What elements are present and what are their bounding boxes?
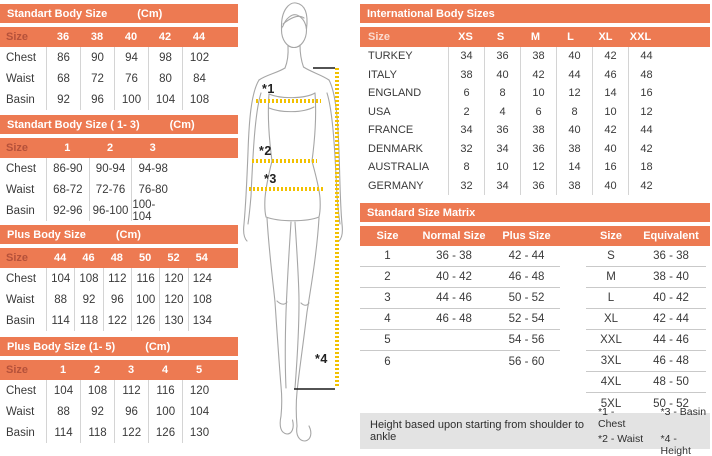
- cell: 40: [556, 47, 592, 66]
- cell: 50 - 52: [653, 397, 689, 410]
- table-row: [0, 380, 238, 401]
- table-row: [360, 177, 710, 196]
- cell: 46: [82, 252, 95, 264]
- cell: 54 - 56: [508, 334, 545, 346]
- cell: 14: [592, 84, 628, 103]
- cell: 36: [520, 140, 556, 159]
- row-values: [46, 47, 216, 68]
- cell: 90-94: [89, 158, 132, 179]
- cell: 42: [628, 140, 664, 159]
- cell: 92: [46, 89, 80, 110]
- cell: 32: [448, 177, 484, 196]
- cell: 54: [195, 252, 208, 264]
- cell: 5XL: [600, 397, 622, 410]
- cell: 34: [448, 47, 484, 66]
- cell: 46: [592, 66, 628, 85]
- matrix-left-subtable: [360, 246, 560, 372]
- cell: 46 - 48: [653, 355, 689, 367]
- plus-body-size-1-5-table: [0, 337, 238, 443]
- cell: L: [607, 292, 615, 304]
- table-row: [0, 89, 238, 110]
- table-row: [586, 246, 706, 267]
- left-tables-column: [0, 0, 238, 456]
- cell: 112: [114, 380, 148, 401]
- cell: 84: [182, 68, 216, 89]
- row-label: Waist: [6, 293, 35, 306]
- table-title-bar: [0, 115, 238, 134]
- legend-item: *3 - Basin: [660, 405, 707, 418]
- table-title-bar: [360, 203, 710, 222]
- unit-label: (Cm): [169, 118, 195, 131]
- cell: M: [530, 31, 541, 43]
- cell: 100: [131, 289, 159, 310]
- cell: 44 - 46: [436, 292, 472, 304]
- cell: 126: [131, 310, 159, 331]
- cell: 36 - 38: [436, 250, 472, 262]
- cell: 100: [114, 89, 148, 110]
- row-values: [448, 177, 664, 196]
- cell: 116: [148, 380, 182, 401]
- table-row: [0, 289, 238, 310]
- cell: 108: [188, 289, 216, 310]
- cell: 44: [192, 31, 206, 43]
- cell: 96: [114, 401, 148, 422]
- cell: 42: [158, 31, 172, 43]
- cell: 44: [628, 121, 664, 140]
- cell: 4: [484, 103, 520, 122]
- cell: 48 - 50: [653, 376, 689, 388]
- cell: Plus Size: [502, 230, 551, 242]
- figure-sketch-svg: [239, 0, 359, 456]
- cell: 88: [46, 289, 74, 310]
- cell: 44: [628, 47, 664, 66]
- cell: 68-72: [46, 179, 89, 200]
- cell: 104: [46, 380, 80, 401]
- cell: 8: [556, 103, 592, 122]
- row-label: Basin: [6, 426, 35, 439]
- cell: 44: [556, 66, 592, 85]
- table-row: [360, 121, 710, 140]
- cell: 52: [167, 252, 180, 264]
- table-title: International Body Sizes: [367, 7, 495, 20]
- cell: 18: [628, 158, 664, 177]
- unit-label: (Cm): [145, 340, 171, 353]
- country-label: ENGLAND: [368, 87, 422, 100]
- cell: 3: [149, 142, 156, 154]
- cell: 6: [384, 355, 391, 368]
- cell: [415, 351, 493, 372]
- table-header-row: [0, 138, 238, 158]
- table-row: [0, 310, 238, 331]
- table-header-row: [360, 226, 710, 246]
- cell: 42: [628, 177, 664, 196]
- cell: 38 - 40: [653, 271, 689, 283]
- size-header-values: [46, 360, 216, 380]
- cell: 10: [520, 84, 556, 103]
- row-values: [46, 179, 174, 200]
- table-row: [360, 267, 560, 288]
- cell: 108: [182, 89, 216, 110]
- legend-item: *2 - Waist: [598, 432, 644, 445]
- cell: 50: [139, 252, 152, 264]
- cell: 120: [159, 268, 187, 289]
- cell: 90: [80, 47, 114, 68]
- cell: 104: [182, 401, 216, 422]
- cell: 14: [556, 158, 592, 177]
- matrix-right-subtable: [586, 246, 706, 414]
- table-header-row: [360, 27, 710, 47]
- cell: 124: [188, 268, 216, 289]
- row-values: [46, 289, 216, 310]
- measurement-legend: [598, 406, 710, 456]
- cell: 46 - 48: [508, 271, 545, 283]
- cell: 16: [628, 84, 664, 103]
- size-column-label: Size: [6, 142, 29, 154]
- footer-note-bar: [360, 405, 710, 456]
- table-row: [360, 140, 710, 159]
- size-column-label: Size: [368, 31, 391, 43]
- cell: S: [607, 250, 615, 262]
- cell: 40 - 42: [653, 292, 689, 304]
- table-title: Standard Size Matrix: [367, 206, 476, 219]
- table-title-bar: [360, 4, 710, 23]
- cell: 36 - 38: [653, 250, 689, 262]
- unit-label: (Cm): [137, 7, 163, 20]
- waist-marker-label: *2: [259, 144, 272, 158]
- cell: 96: [103, 289, 131, 310]
- cell: 114: [46, 310, 74, 331]
- cell: 98: [148, 47, 182, 68]
- country-label: GERMANY: [368, 179, 424, 192]
- table-row: [0, 68, 238, 89]
- country-label: TURKEY: [368, 50, 413, 63]
- cell: 100: [148, 401, 182, 422]
- cell: 76: [114, 68, 148, 89]
- cell: 40: [592, 140, 628, 159]
- cell: 2: [106, 142, 114, 154]
- row-label: Waist: [6, 405, 35, 418]
- cell: 92: [74, 289, 102, 310]
- cell: 88: [46, 401, 80, 422]
- cell: 42: [592, 47, 628, 66]
- measurement-figure: [238, 0, 360, 456]
- table-row: [0, 401, 238, 422]
- cell: 32: [448, 140, 484, 159]
- row-label: Waist: [6, 183, 35, 196]
- table-row: [0, 179, 238, 200]
- table-header-row: [0, 27, 238, 47]
- table-row: [360, 47, 710, 66]
- cell: 12: [520, 158, 556, 177]
- cell: 3: [127, 364, 135, 376]
- row-label: Chest: [6, 384, 37, 397]
- cell: 126: [148, 422, 182, 443]
- cell: 10: [592, 103, 628, 122]
- plus-body-size-table: [0, 225, 238, 331]
- table-row: [360, 103, 710, 122]
- cell: 108: [80, 380, 114, 401]
- cell: 122: [114, 422, 148, 443]
- table-row: [0, 47, 238, 68]
- cell: 92-96: [46, 200, 89, 221]
- row-values: [448, 121, 664, 140]
- cell: 68: [46, 68, 80, 89]
- row-values: [448, 103, 664, 122]
- row-values: [46, 200, 174, 221]
- cell: 52 - 54: [508, 313, 545, 325]
- cell: L: [567, 31, 574, 43]
- cell: 120: [182, 380, 216, 401]
- table-title-bar: [0, 4, 238, 23]
- table-row: [360, 84, 710, 103]
- cell: Equivalent: [643, 230, 699, 242]
- table-row: [586, 267, 706, 288]
- cell: 94: [114, 47, 148, 68]
- cell: 40: [556, 121, 592, 140]
- cell: 94-98: [131, 158, 174, 179]
- cell: 2: [448, 103, 484, 122]
- cell: 48: [110, 252, 123, 264]
- cell: 10: [484, 158, 520, 177]
- cell: 12: [628, 103, 664, 122]
- table-title-bar: [0, 337, 238, 356]
- cell: 48: [628, 66, 664, 85]
- cell: 38: [90, 31, 104, 43]
- row-label: Basin: [6, 204, 35, 217]
- cell: 40: [592, 177, 628, 196]
- intl-size-columns: [448, 27, 658, 47]
- table-row: [586, 330, 706, 351]
- row-label: Waist: [6, 72, 35, 85]
- table-title: Standart Body Size ( 1- 3): [7, 118, 140, 131]
- cell: 42 - 44: [653, 313, 689, 325]
- row-values: [46, 422, 216, 443]
- cell: 2: [384, 271, 391, 283]
- cell: 36: [56, 31, 70, 43]
- cell: 42: [592, 121, 628, 140]
- cell: 104: [46, 268, 74, 289]
- cell: 92: [80, 401, 114, 422]
- matrix-right-headers: [586, 226, 706, 246]
- table-row: [0, 200, 238, 221]
- cell: Size: [599, 230, 622, 242]
- legend-item: *1 - Chest: [598, 405, 626, 430]
- cell: 4: [384, 313, 391, 325]
- cell: 108: [74, 268, 102, 289]
- cell: XXL: [629, 31, 652, 43]
- cell: S: [496, 31, 505, 43]
- cell: 42: [520, 66, 556, 85]
- row-values: [448, 84, 664, 103]
- country-label: DENMARK: [368, 142, 424, 155]
- cell: 40: [484, 66, 520, 85]
- basin-marker-label: *3: [264, 172, 277, 186]
- cell: 38: [520, 121, 556, 140]
- cell: 36: [520, 177, 556, 196]
- standart-body-size-table: [0, 4, 238, 110]
- table-row: [0, 268, 238, 289]
- size-header-values: [46, 248, 216, 268]
- cell: 44: [54, 252, 67, 264]
- row-values: [448, 140, 664, 159]
- cell: 46 - 48: [436, 313, 472, 325]
- row-values: [46, 401, 216, 422]
- cell: 36: [484, 47, 520, 66]
- cell: 120: [159, 289, 187, 310]
- cell: 1: [59, 364, 67, 376]
- cell: 6: [448, 84, 484, 103]
- row-values: [46, 89, 216, 110]
- table-title: Plus Body Size: [7, 228, 86, 241]
- cell: XL: [598, 31, 613, 43]
- cell: 36: [484, 121, 520, 140]
- cell: M: [606, 271, 616, 283]
- country-label: ITALY: [368, 68, 397, 81]
- standard-size-matrix-table: [360, 203, 710, 415]
- cell: 4: [161, 364, 169, 376]
- size-header-values: [46, 138, 174, 158]
- cell: 96-100: [89, 200, 132, 221]
- table-title-bar: [0, 225, 238, 244]
- cell: 34: [448, 121, 484, 140]
- height-marker-label: *4: [315, 352, 328, 366]
- cell: 4XL: [600, 376, 622, 388]
- table-row: [360, 351, 560, 372]
- table-row: [360, 330, 560, 351]
- cell: 130: [182, 422, 216, 443]
- legend-item: *4 - Height: [660, 432, 691, 456]
- cell: 100-104: [131, 200, 174, 221]
- right-tables-column: [360, 0, 710, 456]
- row-values: [448, 47, 664, 66]
- cell: Size: [376, 230, 399, 242]
- cell: 38: [556, 177, 592, 196]
- cell: 1: [384, 250, 391, 262]
- cell: 72: [80, 68, 114, 89]
- cell: 16: [592, 158, 628, 177]
- cell: 134: [188, 310, 216, 331]
- cell: XS: [458, 31, 473, 43]
- table-row: [360, 66, 710, 85]
- row-values: [46, 310, 216, 331]
- table-title: Standart Body Size: [7, 7, 108, 20]
- chest-marker-label: *1: [262, 82, 275, 96]
- cell: 50 - 52: [508, 292, 545, 304]
- size-header-values: [46, 27, 216, 47]
- cell: 80: [148, 68, 182, 89]
- cell: 8: [484, 84, 520, 103]
- cell: 118: [80, 422, 114, 443]
- row-values: [46, 380, 216, 401]
- cell: 12: [556, 84, 592, 103]
- cell: 34: [484, 140, 520, 159]
- cell: 102: [182, 47, 216, 68]
- table-row: [586, 351, 706, 372]
- cell: XL: [603, 313, 619, 325]
- table-row: [0, 422, 238, 443]
- row-label: Basin: [6, 93, 35, 106]
- cell: 3XL: [600, 355, 622, 367]
- cell: 86-90: [46, 158, 89, 179]
- cell: 56 - 60: [508, 355, 545, 368]
- row-values: [448, 158, 664, 177]
- cell: 112: [103, 268, 131, 289]
- cell: 44 - 46: [653, 334, 689, 346]
- cell: 96: [80, 89, 114, 110]
- cell: 38: [520, 47, 556, 66]
- matrix-left-headers: [360, 226, 560, 246]
- cell: 38: [556, 140, 592, 159]
- table-row: [586, 288, 706, 309]
- row-label: Chest: [6, 162, 37, 175]
- cell: XXL: [600, 334, 622, 346]
- table-row: [0, 158, 238, 179]
- size-column-label: Size: [6, 31, 29, 43]
- cell: 42 - 44: [508, 250, 545, 262]
- row-values: [46, 268, 216, 289]
- table-row: [360, 246, 560, 267]
- cell: 76-80: [131, 179, 174, 200]
- table-row: [586, 309, 706, 330]
- international-body-sizes-table: [360, 4, 710, 195]
- row-values: [46, 158, 174, 179]
- cell: 104: [148, 89, 182, 110]
- cell: 5: [384, 334, 391, 346]
- cell: 34: [484, 177, 520, 196]
- country-label: USA: [368, 105, 391, 118]
- row-label: Basin: [6, 314, 35, 327]
- table-row: [360, 309, 560, 330]
- cell: 122: [103, 310, 131, 331]
- country-label: FRANCE: [368, 124, 414, 137]
- table-title: Plus Body Size (1- 5): [7, 340, 116, 353]
- size-column-label: Size: [6, 364, 29, 376]
- cell: [415, 330, 493, 350]
- standart-body-size-1-3-table: [0, 115, 238, 221]
- row-values: [448, 66, 664, 85]
- row-label: Chest: [6, 51, 37, 64]
- height-note: Height based upon starting from shoulder to ankle: [370, 419, 585, 443]
- table-row: [586, 372, 706, 393]
- table-row: [360, 158, 710, 177]
- row-label: Chest: [6, 272, 37, 285]
- cell: 6: [520, 103, 556, 122]
- cell: 38: [448, 66, 484, 85]
- cell: 118: [74, 310, 102, 331]
- cell: 3: [384, 292, 391, 304]
- cell: 8: [448, 158, 484, 177]
- cell: 72-76: [89, 179, 132, 200]
- table-header-row: [0, 248, 238, 268]
- cell: 1: [64, 142, 71, 154]
- cell: 2: [93, 364, 101, 376]
- cell: 130: [159, 310, 187, 331]
- cell: 114: [46, 422, 80, 443]
- cell: 116: [131, 268, 159, 289]
- country-label: AUSTRALIA: [368, 161, 430, 174]
- cell: 40 - 42: [436, 271, 472, 283]
- size-column-label: Size: [6, 252, 29, 264]
- row-values: [46, 68, 216, 89]
- cell: 5: [195, 364, 203, 376]
- cell: Normal Size: [422, 230, 486, 242]
- table-row: [360, 288, 560, 309]
- table-header-row: [0, 360, 238, 380]
- cell: 40: [124, 31, 138, 43]
- unit-label: (Cm): [115, 228, 141, 241]
- cell: 86: [46, 47, 80, 68]
